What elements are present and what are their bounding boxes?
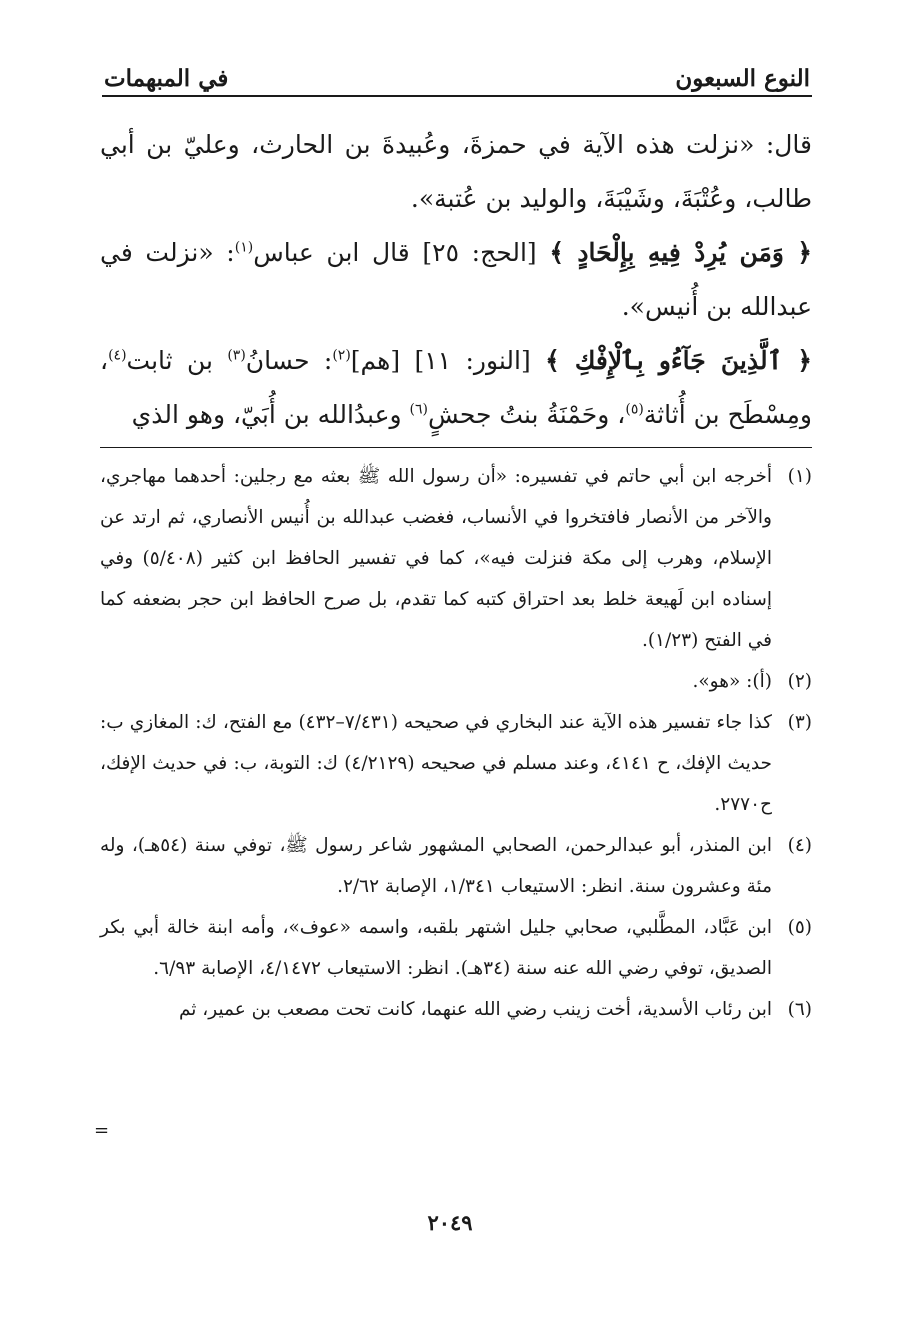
text-span: ، وحَمْنَةُ بنتُ جحشٍ	[427, 400, 626, 429]
section-title: في المبهمات	[104, 65, 229, 92]
footnotes	[100, 456, 812, 1030]
footnote	[100, 907, 812, 989]
footnote-text: ابن عَبَّاد، المطَّلبي، صحابي جليل اشتهر بلقبه، واسمه «عوف»، وأمه ابنة خالة أبي بكر الصديق، توفي رضي الله عنه سنة (٣٤هـ). انظر: الاستيعاب ٤/١٤٧٢، الإصابة ٦/٩٣.	[100, 917, 772, 979]
text-span: قال ابن عباس	[253, 238, 410, 267]
footnote-number: (٢)	[787, 671, 812, 692]
footnote-number: (٥)	[787, 917, 812, 938]
quran-verse: ﴿ ٱلَّذِينَ جَآءُو بِٱلْإِفْكِ ﴾	[545, 346, 812, 375]
footnote	[100, 989, 812, 1030]
verse-reference: [الحج: ٢٥]	[422, 238, 537, 267]
continuation-mark: =	[94, 1120, 110, 1141]
footnote-number: (٦)	[787, 999, 812, 1020]
footnote-marker: (١)	[234, 239, 254, 256]
footnote-marker: (٦)	[409, 401, 428, 418]
footnote	[100, 661, 812, 702]
footnote-text: ابن المنذر، أبو عبدالرحمن، الصحابي المشهور شاعر رسول ﷺ، توفي سنة (٥٤هـ)، وله مئة وعشرون سنة. انظر: الاستيعاب ١/٣٤١، الإصابة ٢/٦٢.	[100, 835, 773, 897]
text-span: ، ومِسْطَح بن أُثاثة	[100, 346, 812, 429]
text-span: : حسانُ	[245, 346, 333, 375]
text-span: : «نزلت في عبدالله بن أُنيس».	[100, 238, 812, 321]
footnote-text: (أ): «هو».	[692, 671, 772, 692]
footnote-text: أخرجه ابن أبي حاتم في تفسيره: «أن رسول الله ﷺ بعثه مع رجلين: أحدهما مهاجري، والآخر من الأنصار فافتخروا في الأنساب، فغضب عبدالله بن أُنيس الأنصاري، ثم ارتد عن الإسلام، وهرب إلى مكة فنزلت فيه»، كما في تفسير الحافظ ابن كثير (٥/٤٠٨) وفي إسناده ابن لَهيعة خلط بعد احتراق كتبه كما تقدم، بل صرح الحافظ ابن حجر بضعفه كما في الفتح (١/٢٣).	[100, 466, 772, 651]
text-span: وعبدُالله بن أُبَيّ، وهو الذي	[131, 400, 410, 429]
footnote	[100, 825, 812, 907]
footnote	[100, 702, 812, 825]
verse-reference: [النور: ١١]	[414, 346, 531, 375]
text-span: [هم]	[350, 346, 401, 375]
header-rule	[102, 95, 812, 97]
running-header	[104, 48, 810, 92]
paragraph-2	[100, 226, 812, 334]
footnote-marker: (٣)	[227, 347, 246, 364]
footnote-text: كذا جاء تفسير هذه الآية عند البخاري في صحيحه (٧/٤٣١–٤٣٢) مع الفتح، ك: المغازي ب: حديث الإفك، ح ٤١٤١، وعند مسلم في صحيحه (٤/٢١٢٩) ك: التوبة، ب: في حديث الإفك، ح٢٧٧٠.	[100, 712, 772, 815]
footnote-marker: (٥)	[625, 401, 644, 418]
footnote	[100, 456, 812, 661]
chapter-title: النوع السبعون	[675, 65, 810, 92]
footnote-number: (٤)	[787, 835, 813, 856]
footnote-marker: (٤)	[108, 347, 127, 364]
footnote-number: (١)	[787, 466, 812, 487]
paragraph-1: قال: «نزلت هذه الآية في حمزةَ، وعُبيدةَ بن الحارث، وعليّ بن أبي طالب، وعُتْبَةَ، وشَيْبَةَ، والوليد بن عُتبة».	[100, 130, 812, 213]
footnote-number: (٣)	[787, 712, 812, 733]
page-number: ٢٠٤٩	[427, 1210, 473, 1235]
main-text	[100, 118, 812, 442]
footnote-marker: (٢)	[332, 347, 351, 364]
paragraph-3	[100, 334, 812, 442]
quran-verse: ﴿ وَمَن يُرِدْ فِيهِ بِإِلْحَادٍ ﴾	[549, 238, 813, 267]
text-span: بن ثابت	[126, 346, 228, 375]
footnote-separator	[100, 447, 812, 448]
footnote-text: ابن رئاب الأسدية، أخت زينب رضي الله عنهما، كانت تحت مصعب بن عمير، ثم	[178, 999, 772, 1020]
